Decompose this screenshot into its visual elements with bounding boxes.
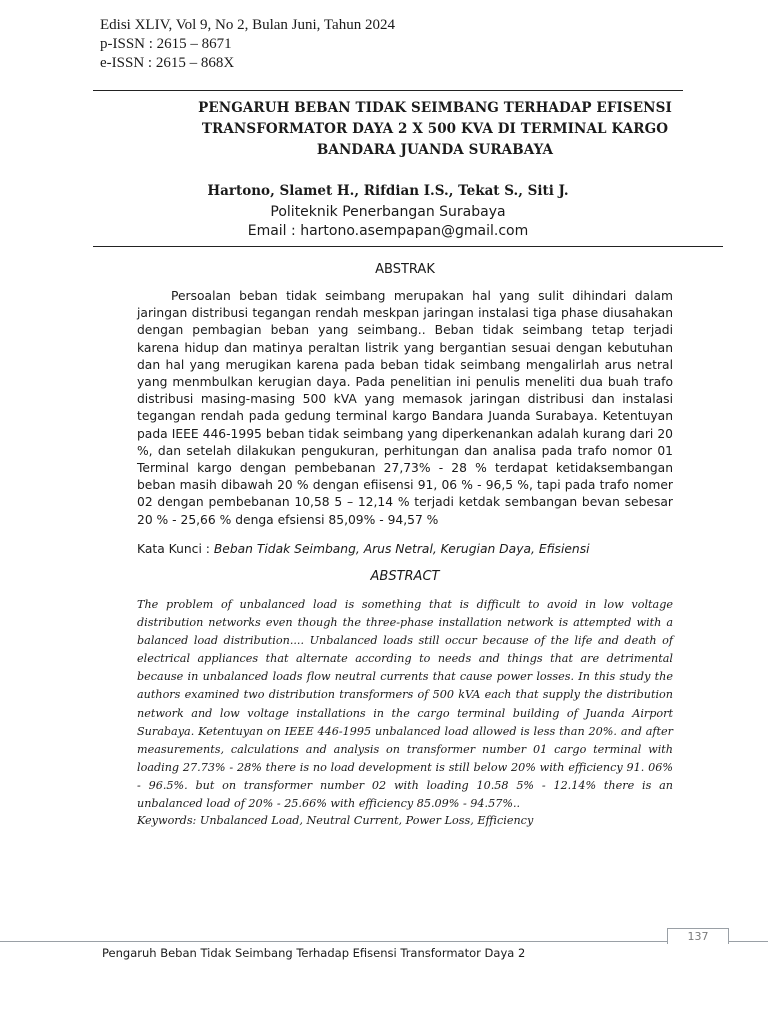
journal-info — [100, 16, 395, 73]
title-line-1: PENGARUH BEBAN TIDAK SEIMBANG TERHADAP EFISENSI — [198, 100, 672, 116]
journal-edition: Edisi XLIV, Vol 9, No 2, Bulan Juni, Tahun 2024 — [100, 17, 395, 33]
abstrak-body: Persoalan beban tidak seimbang merupakan hal yang sulit dihindari dalam jaringan distribusi tegangan rendah meskpan jaringan instalasi tiga phase diusahakan dengan pembagian beban yang seimbang.. Beban tidak seimbang tetap terjadi karena hidup dan matinya peraltan listrik yang bergantian sesuai dengan kebutuhan dan hal yang merugikan karena pada beban tidak seimbang mengalirlah arus netral yang menmbulkan kerugian daya. Pada penelitian ini penulis meneliti dua buah trafo distribusi masing-masing 500 kVA yang memasok jaringan distribusi dan instalasi tegangan rendah pada gedung terminal kargo Bandara Juanda Surabaya. Ketentuyan pada IEEE 446-1995 beban tidak seimbang yang diperkenankan adalah kurang dari 20 %, dan setelah dilakukan pengukuran, perhitungan dan analisa pada trafo nomor 01 Terminal kargo dengan pembebanan 27,73% - 28 % terdapat ketidaksembangan beban masih dibawah 20 % dengan efiisensi 91, 06 % - 96,5 %, tapi pada trafo nomer 02 dengan pembebanan 10,58 5 – 12,14 % terjadi ketdak sembangan bevan sebesar 20 % - 25,66 % denga efsiensi 85,09% - 94,57 % — [137, 289, 673, 527]
email-address: Email : hartono.asempapan@gmail.com — [247, 223, 529, 239]
kata-kunci-label: Kata Kunci : — [137, 542, 214, 556]
authors: Hartono, Slamet H., Rifdian I.S., Tekat S., Siti J. — [207, 183, 569, 199]
page-number: 137 — [667, 928, 729, 944]
e-issn: e-ISSN : 2615 – 868X — [100, 55, 235, 71]
abstract-body: The problem of unbalanced load is something that is difficult to avoid in low voltage distribution networks even though the three-phase installation network is attempted with a balanced load distribution.... Unbalanced loads still occur because of the life and death of electrical appliances that alternate according to needs and things that are detrimental because in unbalanced loads flow neutral currents that cause power losses. In this study the authors examined two distribution transformers of 500 kVA each that supply the distribution network and low voltage installations in the cargo terminal building of Juanda Airport Surabaya. Ketentuyan on IEEE 446-1995 unbalanced load allowed is less than 20%. and after measurements, calculations and analysis on transformer number 01 cargo terminal with loading 27.73% - 28% there is no load development is still below 20% with efficiency 91. 06% - 96.5%. but on transformer number 02 with loading 10.58 5% - 12.14% there is an unbalanced load of 20% - 25.66% with efficiency 85.09% - 94.57%.. — [137, 598, 673, 811]
header-divider — [93, 90, 683, 91]
affiliation: Politeknik Penerbangan Surabaya — [270, 204, 506, 220]
title-line-2: TRANSFORMATOR DAYA 2 X 500 KVA DI TERMINAL KARGO — [201, 121, 669, 137]
keywords: Keywords: Unbalanced Load, Neutral Current, Power Loss, Efficiency — [137, 814, 534, 827]
kata-kunci — [137, 541, 673, 558]
title-line-3: BANDARA JUANDA SURABAYA — [316, 142, 554, 158]
kata-kunci-terms: Beban Tidak Seimbang, Arus Netral, Kerugian Daya, Efisiensi — [213, 542, 590, 556]
p-issn: p-ISSN : 2615 – 8671 — [100, 36, 232, 52]
paper-title — [150, 98, 720, 161]
abstrak-heading: ABSTRAK — [375, 262, 435, 277]
running-title: Pengaruh Beban Tidak Seimbang Terhadap Efisensi Transformator Daya 2 — [102, 946, 526, 960]
abstract-heading: ABSTRACT — [370, 569, 440, 584]
author-divider — [93, 246, 723, 247]
footer-divider — [0, 941, 768, 942]
